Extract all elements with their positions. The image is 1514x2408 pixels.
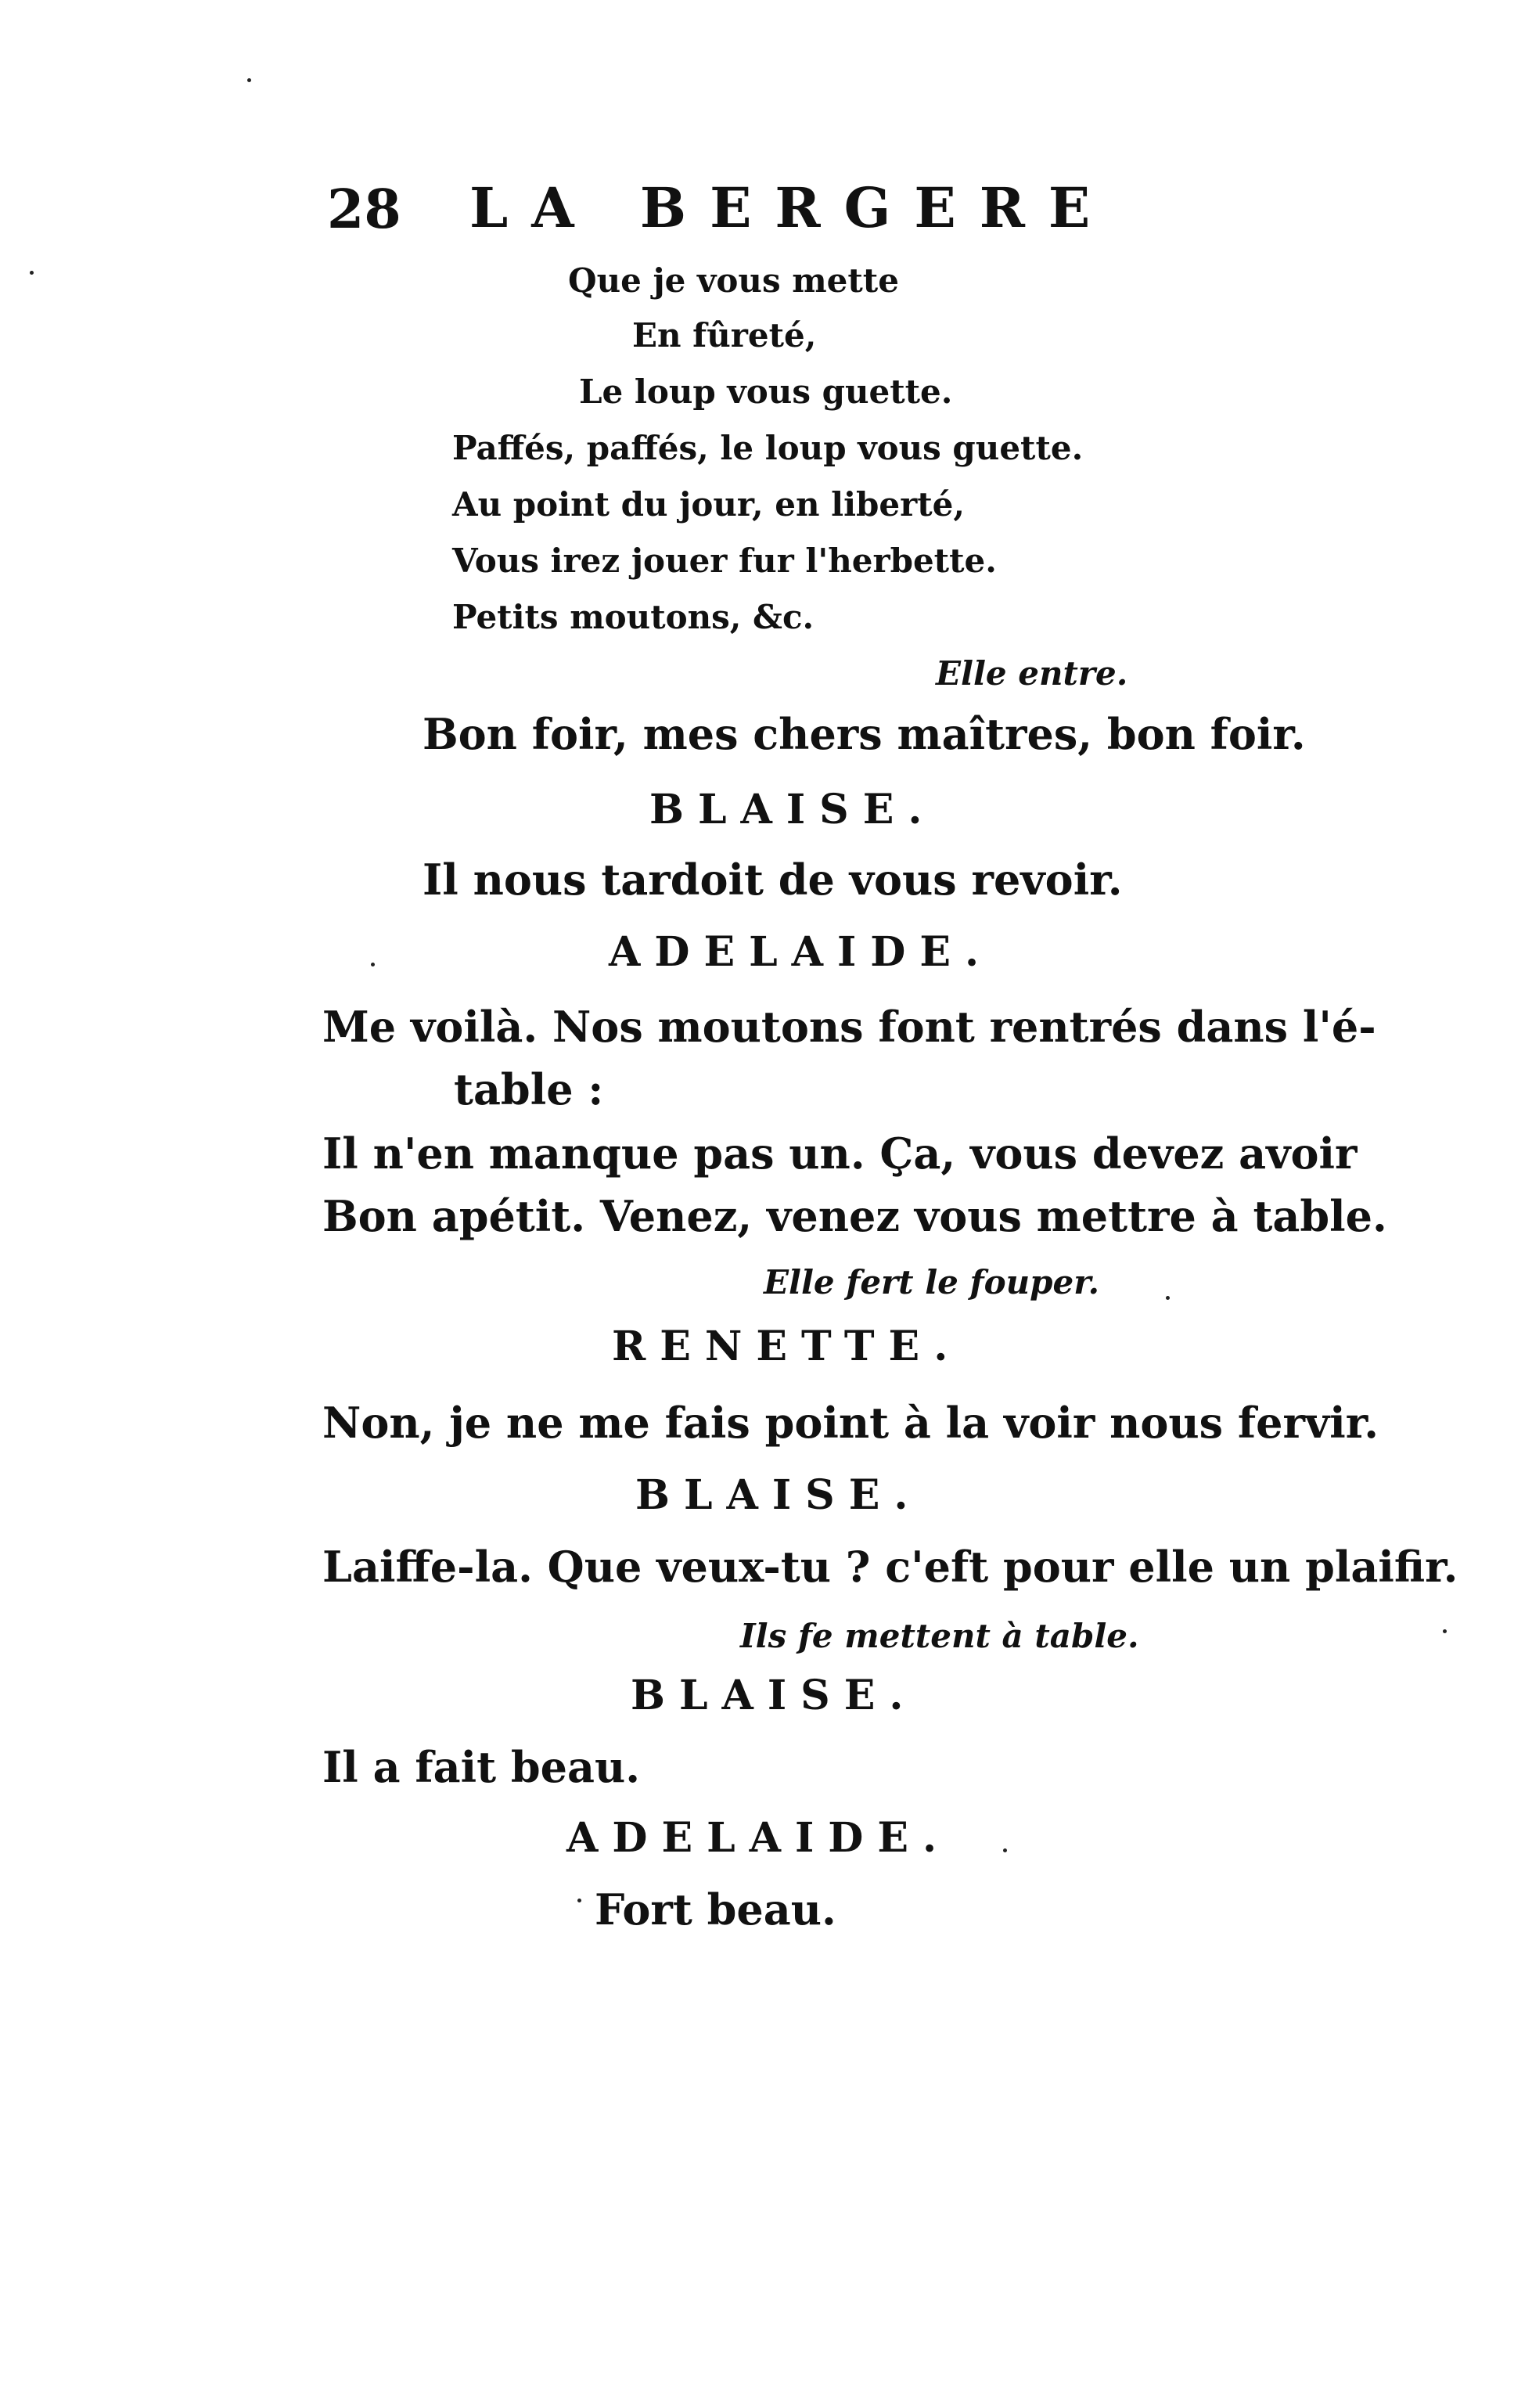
stage-direction: Ils fe mettent à table.	[740, 1617, 1139, 1655]
song-line: Au point du jour, en liberté,	[452, 485, 965, 524]
ink-speck	[1166, 1296, 1170, 1300]
ink-speck	[1443, 1629, 1447, 1633]
song-line: Petits moutons, &c.	[452, 598, 815, 636]
dialogue-line: Me voilà. Nos moutons font rentrés dans l'é-	[322, 1002, 1376, 1052]
speaker-name: BLAISE.	[631, 1672, 918, 1719]
dialogue-line: Non, je ne me fais point à la voir nous fervir.	[322, 1398, 1379, 1448]
page-number: 28	[327, 178, 401, 241]
ink-speck	[577, 1899, 581, 1902]
ink-speck	[371, 963, 375, 966]
speaker-name: RENETTE.	[612, 1323, 962, 1370]
dialogue-line: Fort beau.	[595, 1884, 836, 1935]
dialogue-line: Laiffe-la. Que veux-tu ? c'eft pour elle un plaifir.	[322, 1542, 1458, 1592]
song-line: Vous irez jouer fur l'herbette.	[452, 542, 997, 580]
song-line: Le loup vous guette.	[579, 373, 953, 411]
ink-speck	[1003, 1848, 1007, 1852]
speaker-name: BLAISE.	[649, 786, 937, 833]
song-line: Paffés, paffés, le loup vous guette.	[452, 429, 1084, 467]
dialogue-line: Il nous tardoit de vous revoir.	[423, 855, 1123, 905]
ink-speck	[30, 271, 34, 275]
dialogue-line: table :	[454, 1064, 604, 1114]
song-line: Que je vous mette	[568, 261, 899, 300]
speaker-name: BLAISE.	[635, 1471, 922, 1519]
speaker-name: ADELAIDE.	[566, 1814, 951, 1862]
ink-speck	[247, 78, 251, 82]
dialogue-line: Il n'en manque pas un. Ça, vous devez avoir	[322, 1128, 1358, 1179]
dialogue-line: Il a fait beau.	[322, 1742, 641, 1792]
stage-direction: Elle entre.	[936, 654, 1128, 693]
song-line: En fûreté,	[632, 316, 817, 355]
speaker-name: ADELAIDE.	[609, 928, 994, 976]
dialogue-line: Bon apétit. Venez, venez vous mettre à table.	[322, 1191, 1387, 1241]
running-head: LA BERGERE	[469, 175, 1114, 240]
dialogue-line: Bon foir, mes chers maîtres, bon foir.	[423, 709, 1306, 759]
stage-direction: Elle fert le fouper.	[764, 1263, 1100, 1301]
